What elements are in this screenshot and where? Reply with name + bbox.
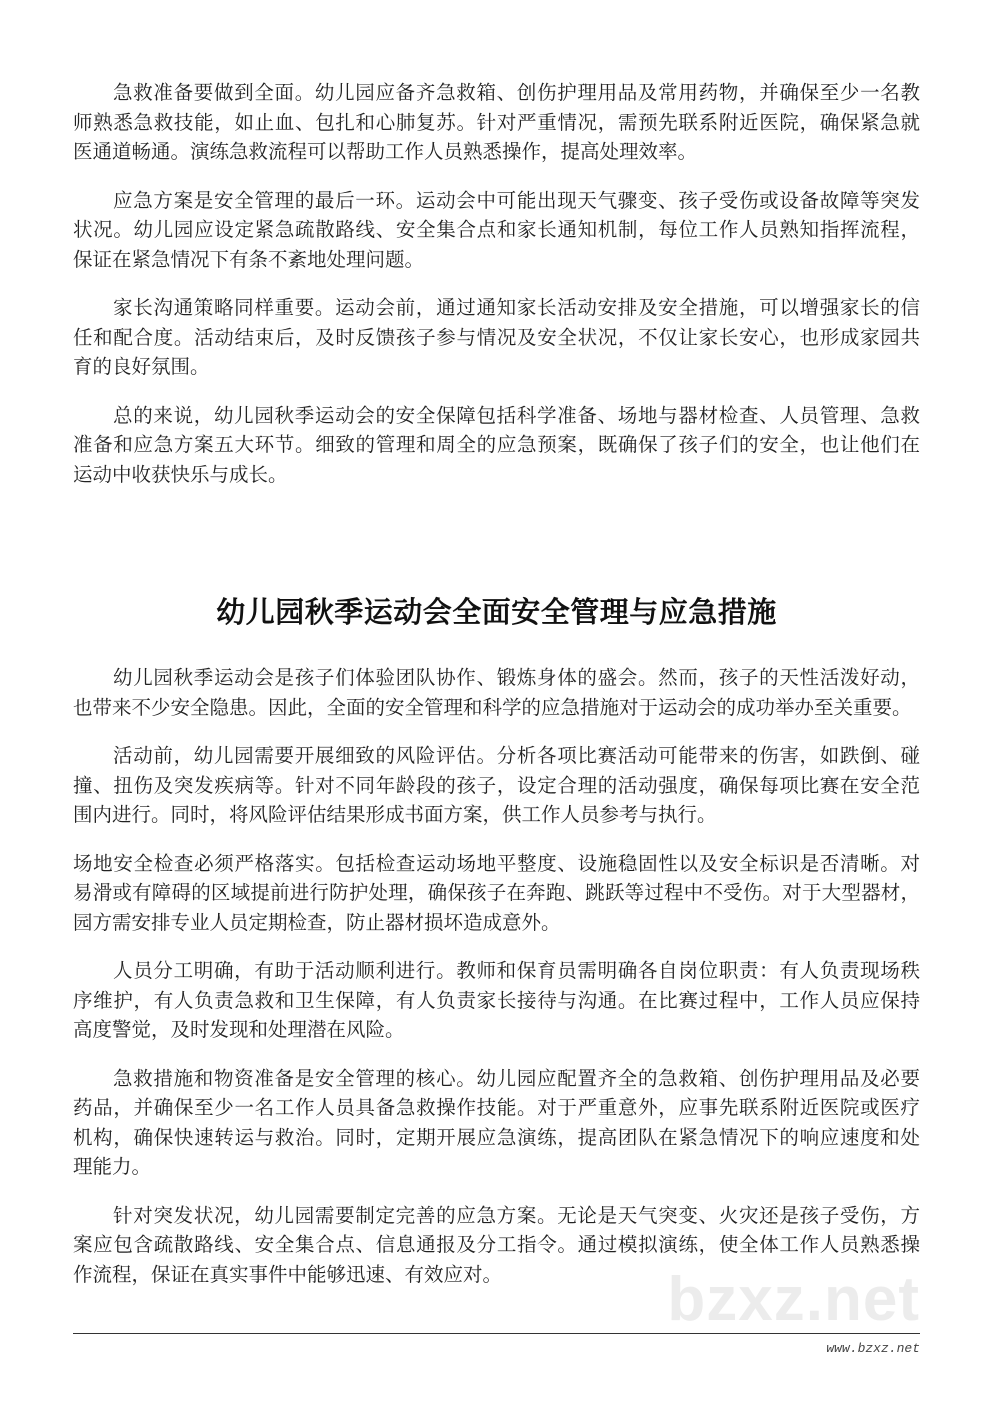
text-line: 师熟悉急救技能，如止血、包扎和心肺复苏。针对严重情况，需预先联系附近医院，确保紧急就 — [73, 110, 920, 134]
paragraph — [73, 741, 920, 830]
paragraph — [73, 401, 920, 490]
text-line: 药品，并确保至少一名工作人员具备急救操作技能。对于严重意外，应事先联系附近医院或医疗 — [73, 1096, 920, 1119]
paragraph — [73, 956, 920, 1045]
watermark-logo: bzxz.net — [667, 1265, 920, 1334]
article-body — [73, 663, 920, 1308]
text-line: 也带来不少安全隐患。因此，全面的安全管理和科学的应急措施对于运动会的成功举办至关重要。 — [73, 695, 912, 719]
text-line: 急救措施和物资准备是安全管理的核心。幼儿园应配置齐全的急救箱、创伤护理用品及必要 — [113, 1066, 920, 1090]
paragraph — [73, 293, 920, 382]
text-line: 任和配合度。活动结束后，及时反馈孩子参与情况及安全状况，不仅让家长安心，也形成家园共 — [73, 325, 920, 349]
paragraph — [73, 78, 920, 167]
article-title: 幼儿园秋季运动会全面安全管理与应急措施 — [216, 595, 777, 629]
text-line: 易滑或有障碍的区域提前进行防护处理，确保孩子在奔跑、跳跃等过程中不受伤。对于大型器材， — [73, 881, 920, 904]
text-line: 应急方案是安全管理的最后一环。运动会中可能出现天气骤变、孩子受伤或设备故障等突发 — [113, 188, 920, 212]
previous-article-continuation — [73, 78, 920, 508]
paragraph — [73, 849, 920, 938]
text-line: 场地安全检查必须严格落实。包括检查运动场地平整度、设施稳固性以及安全标识是否清晰。对 — [73, 851, 920, 875]
text-line: 案应包含疏散路线、安全集合点、信息通报及分工指令。通过模拟演练，使全体工作人员熟悉操 — [73, 1233, 920, 1256]
text-line: 急救准备要做到全面。幼儿园应备齐急救箱、创伤护理用品及常用药物，并确保至少一名教 — [113, 81, 920, 104]
text-line: 高度警觉，及时发现和处理潜在风险。 — [73, 1018, 405, 1041]
text-line: 家长沟通策略同样重要。运动会前，通过通知家长活动安排及安全措施，可以增强家长的信 — [113, 296, 920, 319]
text-line: 作流程，保证在真实事件中能够迅速、有效应对。 — [73, 1262, 503, 1286]
text-line: 总的来说，幼儿园秋季运动会的安全保障包括科学准备、场地与器材检查、人员管理、急救 — [113, 403, 920, 427]
paragraph — [73, 1201, 920, 1290]
footer-website-link[interactable]: www.bzxz.net — [826, 1341, 920, 1356]
text-line: 状况。幼儿园应设定紧急疏散路线、安全集合点和家长通知机制，每位工作人员熟知指挥流程， — [73, 218, 920, 241]
text-line: 活动前，幼儿园需要开展细致的风险评估。分析各项比赛活动可能带来的伤害，如跌倒、碰 — [113, 744, 920, 767]
paragraph — [73, 1064, 920, 1182]
text-line: 运动中收获快乐与成长。 — [73, 462, 288, 486]
text-line: 针对突发状况，幼儿园需要制定完善的应急方案。无论是天气突变、火灾还是孩子受伤，方 — [113, 1203, 920, 1227]
text-line: 围内进行。同时，将风险评估结果形成书面方案，供工作人员参考与执行。 — [73, 803, 717, 826]
text-line: 机构，确保快速转运与救治。同时，定期开展应急演练，提高团队在紧急情况下的响应速度和处 — [73, 1125, 920, 1149]
text-line: 理能力。 — [73, 1155, 152, 1178]
text-line: 园方需安排专业人员定期检查，防止器材损坏造成意外。 — [73, 910, 561, 934]
paragraph — [73, 663, 920, 722]
text-line: 医通道畅通。演练急救流程可以帮助工作人员熟悉操作，提高处理效率。 — [73, 140, 698, 163]
text-line: 幼儿园秋季运动会是孩子们体验团队协作、锻炼身体的盛会。然而，孩子的天性活泼好动， — [113, 666, 920, 689]
text-line: 人员分工明确，有助于活动顺利进行。教师和保育员需明确各自岗位职责：有人负责现场秩 — [113, 959, 920, 982]
footer-divider — [73, 1333, 920, 1334]
text-line: 育的良好氛围。 — [73, 355, 210, 378]
text-line: 准备和应急方案五大环节。细致的管理和周全的应急预案，既确保了孩子们的安全，也让他们在 — [73, 433, 920, 456]
text-line: 撞、扭伤及突发疾病等。针对不同年龄段的孩子，设定合理的活动强度，确保每项比赛在安全范 — [73, 773, 920, 797]
paragraph — [73, 186, 920, 275]
text-line: 保证在紧急情况下有条不紊地处理问题。 — [73, 247, 425, 271]
text-line: 序维护，有人负责急救和卫生保障，有人负责家长接待与沟通。在比赛过程中，工作人员应保持 — [73, 988, 920, 1012]
